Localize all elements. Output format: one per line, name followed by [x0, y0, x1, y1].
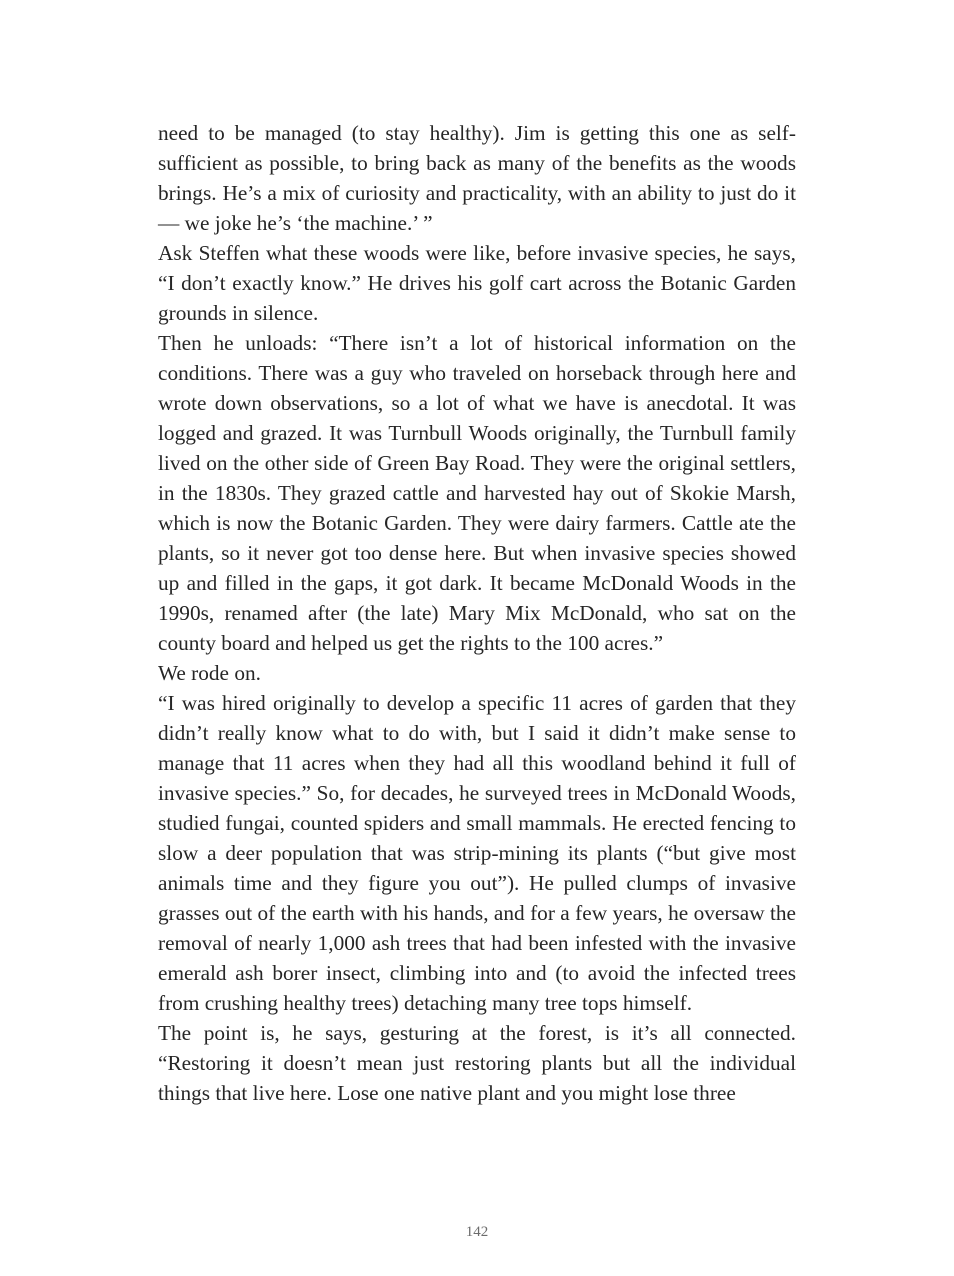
- paragraph: Ask Steffen what these woods were like, before invasive species, he says, “I don’t exactly know.” He drives his golf cart across the Botanic Garden grounds in silence.: [158, 241, 796, 325]
- page-number: 142: [465, 1224, 489, 1240]
- paragraph: Then he unloads: “There isn’t a lot of historical information on the conditions. There was a guy who traveled on horseback through here and wrote down observations, so a lot of what we have is anecdotal. It was logged and grazed. It was Turnbull Woods originally, the Turnbull family lived on the other side of Green Bay Road. They were the original settlers, in the 1830s. They grazed cattle and harvested hay out of Skokie Marsh, which is now the Botanic Garden. They were dairy farmers. Cattle ate the plants, so it never got too dense here. But when invasive species showed up and filled in the gaps, it got dark. It became McDonald Woods in the 1990s, renamed after (the late) Mary Mix McDonald, who sat on the county board and helped us get the rights to the 100 acres.”: [158, 331, 796, 655]
- paragraph: need to be managed (to stay healthy). Jim is getting this one as self-sufficient as possible, to bring back as many of the benefits as the woods brings. He’s a mix of curiosity and practicality, with an ability to just do it — we joke he’s ‘the machine.’ ”: [158, 121, 796, 235]
- paragraph: The point is, he says, gesturing at the forest, is it’s all connected. “Restoring it doesn’t mean just restoring plants but all the individual things that live here. Lose one native plant and you might lose three: [158, 1021, 796, 1105]
- body-text: [158, 118, 796, 1108]
- paragraph: “I was hired originally to develop a specific 11 acres of garden that they didn’t really know what to do with, but I said it didn’t make sense to manage that 11 acres when they had all this woodland behind it full of invasive species.” So, for decades, he surveyed trees in McDonald Woods, studied fungai, counted spiders and small mammals. He erected fencing to slow a deer population that was strip-mining its plants (“but give most animals time and they figure you out”). He pulled clumps of invasive grasses out of the earth with his hands, and for a few years, he oversaw the removal of nearly 1,000 ash trees that had been infested with the invasive emerald ash borer insect, climbing into and (to avoid the infected trees from crushing healthy trees) detaching many tree tops himself.: [158, 691, 796, 1015]
- paragraph: We rode on.: [158, 661, 261, 685]
